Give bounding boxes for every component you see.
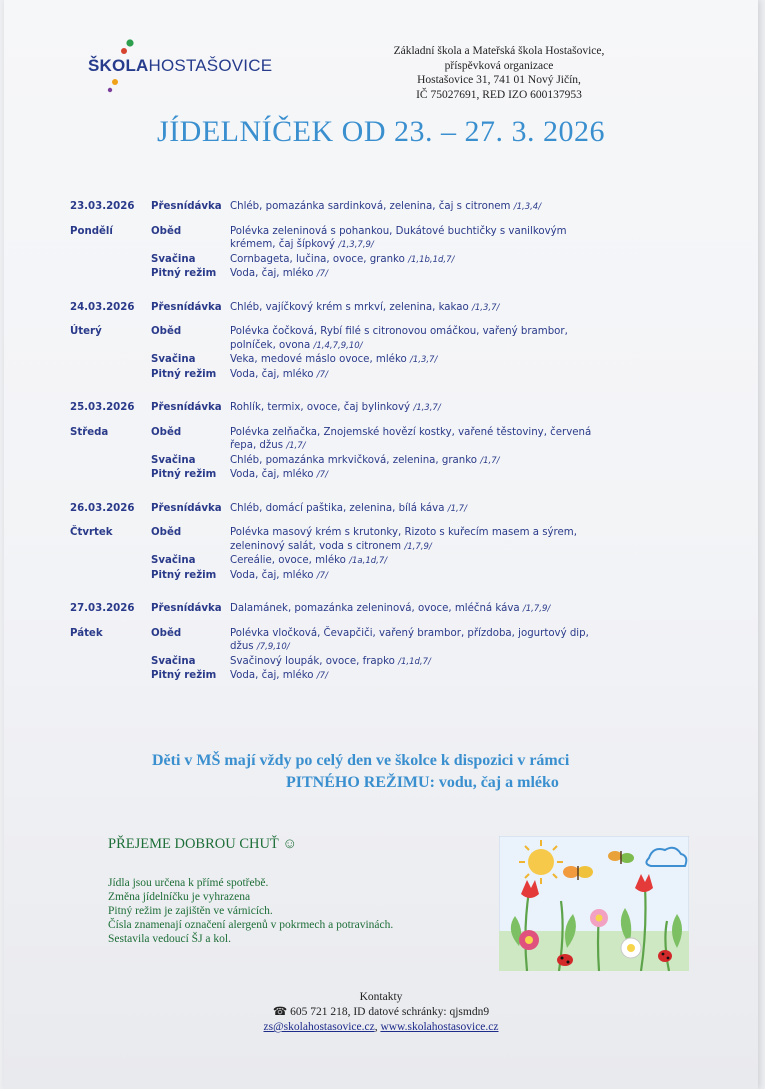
meal-label: Oběd — [151, 326, 182, 337]
meal-desc-line1: Polévka čočková, Rybí filé s citronovou omáčkou, vařený brambor, — [230, 326, 568, 337]
school-line-1: Základní škola a Mateřská škola Hostašovice, — [393, 45, 605, 57]
bon-appetit-wish: PŘEJEME DOBROU CHUŤ ☺ — [108, 836, 298, 852]
meal-desc: Voda, čaj, mléko — [230, 670, 314, 681]
meal-text — [230, 468, 690, 483]
telephone-icon: ☎ — [272, 1006, 288, 1018]
day-weekday: Středa — [70, 426, 109, 438]
meal-desc: Voda, čaj, mléko — [230, 569, 314, 581]
meal-desc: Dalamánek, pomazánka zeleninová, ovoce, mléčná káva — [230, 603, 520, 614]
allergens: /1,1d,7/ — [398, 656, 431, 667]
page-title: JÍDELNÍČEK OD 23. – 27. 3. 2026 — [157, 115, 605, 148]
meal-text — [230, 669, 690, 684]
meal-label: Přesnídávka — [151, 201, 222, 212]
meal-label: Přesnídávka — [151, 301, 222, 313]
meal-desc: Chléb, pomazánka mrkvičková, zelenina, granko — [230, 454, 478, 466]
meal-desc: Voda, čaj, mléko — [230, 368, 314, 380]
drink-row — [70, 569, 690, 584]
snack-am-row — [70, 602, 690, 617]
meal-desc: Voda, čaj, mléko — [230, 469, 314, 480]
meal-label: Přesnídávka — [151, 402, 222, 413]
meal-label: Oběd — [151, 627, 182, 639]
meal-text — [230, 267, 690, 282]
snack-pm-row — [70, 353, 690, 368]
meal-text — [230, 627, 690, 655]
day-block — [70, 401, 690, 483]
lunch-row — [70, 526, 690, 554]
day-block — [70, 301, 690, 383]
meal-desc: Chléb, domácí paštika, zelenina, bílá káva — [230, 502, 445, 514]
logo-wordmark — [88, 56, 272, 76]
allergens: /7/ — [316, 369, 328, 380]
school-line-2: příspěvková organizace — [444, 59, 554, 72]
drink-row — [70, 368, 690, 383]
allergens: /7/ — [316, 671, 328, 681]
meal-desc-line1: Polévka masový krém s krutonky, Rizoto s kuřecím masem a sýrem, — [230, 527, 577, 538]
web-link[interactable]: www.skolahostasovice.cz — [380, 1021, 499, 1033]
meal-label: Oběd — [151, 527, 182, 538]
meal-label: Svačina — [151, 655, 196, 667]
allergens: /1,7,9/ — [404, 541, 432, 552]
drinking-note-line2: PITNÉHO REŽIMU: vodu, čaj a mléko — [286, 774, 559, 791]
meal-label: Pitný režim — [151, 569, 217, 581]
school-logo — [84, 38, 304, 98]
meal-text — [230, 200, 690, 215]
snack-am-row — [70, 502, 690, 517]
contacts-links — [4, 1020, 758, 1035]
meal-text — [230, 368, 690, 383]
day-date: 25.03.2026 — [70, 402, 135, 413]
school-address — [374, 44, 624, 102]
school-line-3: Hostašovice 31, 741 01 Nový Jičín, — [417, 74, 581, 86]
lunch-row — [70, 627, 690, 655]
meal-label: Svačina — [151, 454, 196, 466]
meal-label: Pitný režim — [151, 268, 217, 279]
day-date: 23.03.2026 — [70, 201, 135, 212]
meal-label: Oběd — [151, 225, 182, 237]
day-weekday: Čtvrtek — [70, 527, 113, 538]
snack-pm-row — [70, 253, 690, 268]
day-block — [70, 200, 690, 282]
meal-label: Přesnídávka — [151, 603, 222, 614]
meal-desc: Voda, čaj, mléko — [230, 268, 314, 279]
meal-label: Pitný režim — [151, 670, 217, 681]
meal-text — [230, 569, 690, 584]
meal-text — [230, 225, 690, 253]
lunch-row — [70, 325, 690, 353]
lunch-row — [70, 426, 690, 454]
allergens: /1,3,4/ — [513, 202, 542, 212]
logo-skola: ŠKOLA — [88, 56, 149, 75]
meal-text — [230, 502, 690, 517]
menu-notes — [108, 876, 393, 946]
snack-pm-row — [70, 655, 690, 670]
meal-desc-line2: krémem, čaj šípkový — [230, 239, 336, 250]
snack-pm-row — [70, 454, 690, 469]
allergens: /7/ — [316, 470, 328, 480]
meal-desc-line2: džus — [230, 641, 254, 652]
day-block — [70, 602, 690, 684]
allergens: /1,3,7/ — [471, 302, 500, 313]
phone-and-databox: 605 721 218, ID datové schránky: qjsmdn9 — [290, 1006, 490, 1018]
day-block — [70, 502, 690, 584]
link-separator: , — [374, 1021, 381, 1033]
meal-desc-line1: Polévka vločková, Čevapčiči, vařený brambor, přízdoba, jogurtový dip, — [230, 627, 589, 639]
snack-am-row — [70, 200, 690, 215]
meal-desc: Svačinový loupák, ovoce, frapko — [230, 655, 395, 667]
day-weekday: Úterý — [70, 326, 102, 337]
meal-text — [230, 454, 690, 469]
email-link[interactable]: zs@skolahostasovice.cz — [263, 1021, 375, 1033]
meal-label: Svačina — [151, 253, 196, 265]
day-date: 27.03.2026 — [70, 603, 135, 614]
allergens: /1,7/ — [480, 455, 500, 466]
day-date: 24.03.2026 — [70, 301, 135, 313]
meal-desc: Veka, medové máslo ovoce, mléko — [230, 354, 407, 365]
day-weekday: Pondělí — [70, 225, 113, 237]
allergens: /1,3,7/ — [409, 355, 438, 365]
meal-desc-line2: polníček, ovona — [230, 339, 311, 351]
meal-text — [230, 554, 690, 569]
meal-desc-line1: Polévka zelňačka, Znojemské hovězí kostky, vařené těstoviny, červená — [230, 426, 592, 438]
meal-label: Přesnídávka — [151, 502, 222, 514]
spring-flowers-illustration — [499, 836, 689, 971]
snack-am-row — [70, 301, 690, 316]
lunch-row — [70, 225, 690, 253]
allergens: /1,7,9/ — [522, 604, 551, 614]
contacts-heading: Kontakty — [359, 991, 403, 1003]
meal-text — [230, 655, 690, 670]
meal-text — [230, 353, 690, 368]
note-line: Jídla jsou určena k přímé spotřebě. — [108, 877, 269, 889]
day-weekday: Pátek — [70, 627, 103, 639]
allergens: /7/ — [316, 570, 328, 581]
drink-row — [70, 669, 690, 684]
meal-text — [230, 325, 690, 353]
school-line-4: IČ 75027691, RED IZO 600137953 — [416, 88, 582, 101]
note-line: Změna jídelníčku je vyhrazena — [108, 891, 251, 903]
note-line: Sestavila vedoucí ŠJ a kol. — [108, 933, 231, 945]
meal-label: Oběd — [151, 426, 182, 438]
meal-text — [230, 253, 690, 268]
contacts-phone-line — [4, 1005, 758, 1020]
meal-desc: Chléb, vajíčkový krém s mrkví, zelenina, kakao — [230, 301, 469, 313]
meal-desc: Cereálie, ovoce, mléko — [230, 555, 346, 566]
allergens: /1a,1d,7/ — [349, 556, 388, 566]
meal-text — [230, 426, 690, 454]
contacts — [4, 990, 758, 1035]
menu-sheet — [4, 0, 758, 1089]
day-date: 26.03.2026 — [70, 502, 135, 514]
meal-text — [230, 301, 690, 316]
allergens: /7/ — [316, 269, 328, 279]
meal-label: Svačina — [151, 354, 196, 365]
note-line: Čísla znamenají označení alergenů v pokrmech a potravinách. — [108, 919, 394, 931]
meal-text — [230, 526, 690, 554]
menu-table — [70, 200, 690, 703]
meal-desc: Chléb, pomazánka sardinková, zelenina, čaj s citronem — [230, 201, 511, 212]
allergens: /7,9,10/ — [256, 642, 290, 652]
meal-desc: Cornbageta, lučina, ovoce, granko — [230, 253, 405, 265]
meal-desc-line2: zeleninový salát, voda s citronem — [230, 540, 402, 552]
snack-pm-row — [70, 554, 690, 569]
allergens: /1,7/ — [286, 441, 306, 451]
logo-hostasovice: HOSTAŠOVICE — [148, 56, 273, 75]
allergens: /1,3,7/ — [413, 403, 441, 413]
meal-label: Pitný režim — [151, 469, 217, 480]
meal-desc-line2: řepa, džus — [230, 440, 283, 451]
drink-row — [70, 267, 690, 282]
allergens: /1,3,7,9/ — [338, 240, 374, 250]
meal-desc-line1: Polévka zeleninová s pohankou, Dukátové buchtičky s vanilkovým — [230, 225, 567, 237]
allergens: /1,4,7,9,10/ — [313, 340, 363, 351]
meal-text — [230, 602, 690, 617]
meal-label: Pitný režim — [151, 368, 217, 380]
meal-desc: Rohlík, termix, ovoce, čaj bylinkový — [230, 402, 411, 413]
drink-row — [70, 468, 690, 483]
drinking-note-line1: Děti v MŠ mají vždy po celý den ve školce k dispozici v rámci — [152, 752, 570, 769]
meal-text — [230, 401, 690, 416]
note-line: Pitný režim je zajištěn ve várnicích. — [108, 905, 273, 917]
meal-label: Svačina — [151, 555, 196, 566]
snack-am-row — [70, 401, 690, 416]
allergens: /1,1b,1d,7/ — [408, 254, 455, 265]
allergens: /1,7/ — [447, 503, 467, 514]
